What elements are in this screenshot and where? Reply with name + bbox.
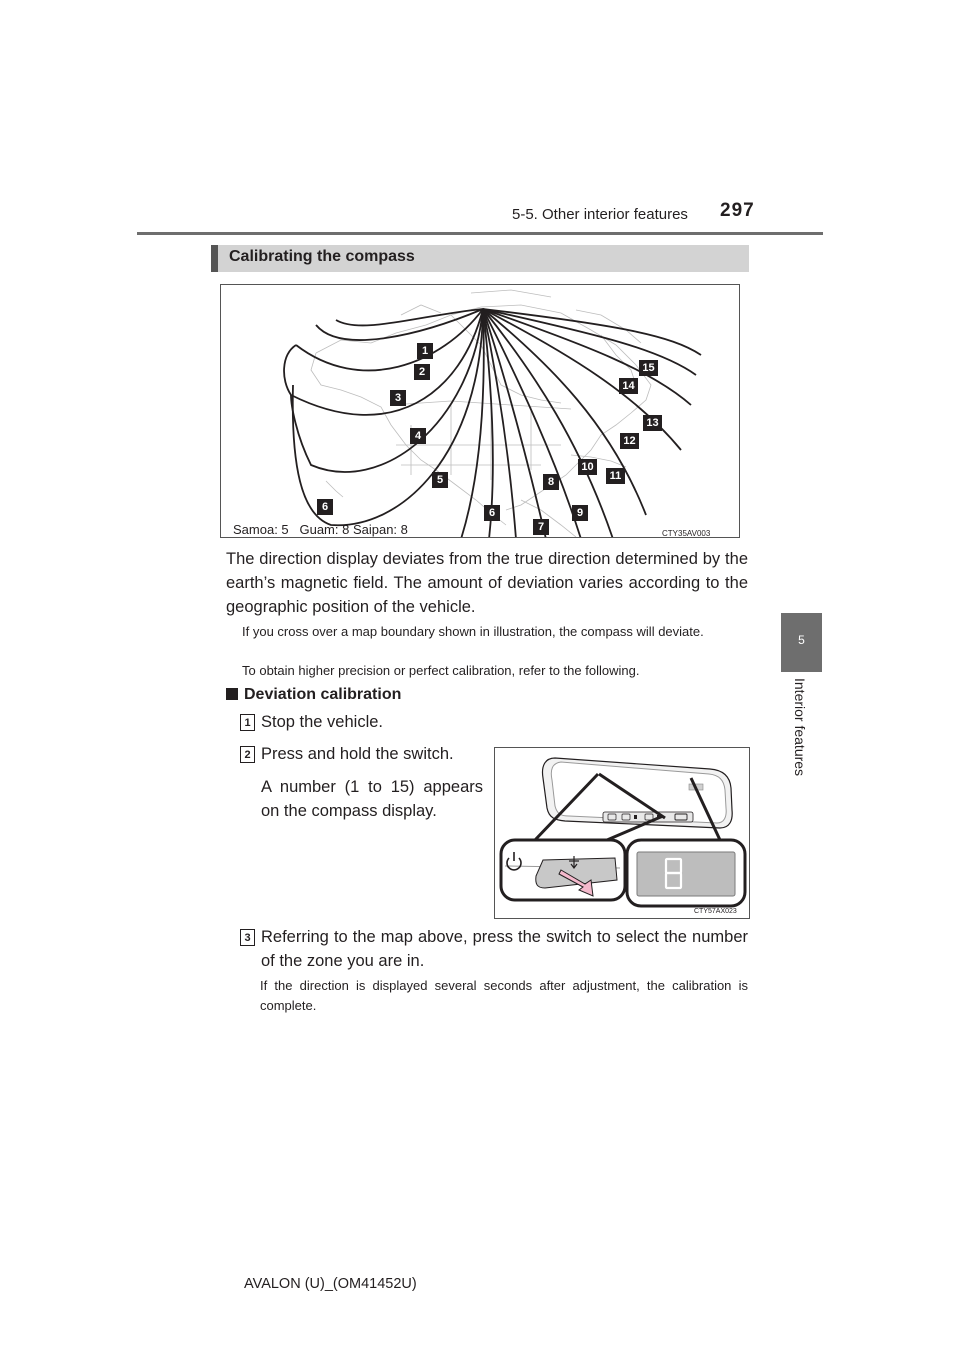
zone-label: 12 [620, 433, 639, 449]
zone-label: 11 [606, 468, 625, 484]
subheading [226, 686, 401, 704]
zone-map-svg [221, 285, 740, 538]
zone-label: 13 [643, 415, 662, 431]
zone-label: 10 [578, 459, 597, 475]
photo-figure-code: CTY57AX023 [694, 908, 737, 915]
step-number: 1 [240, 714, 255, 731]
chapter-tab: 5 [781, 613, 822, 672]
zone-label: 8 [543, 474, 559, 490]
zone-label: 9 [572, 505, 588, 521]
zone-label: 15 [639, 360, 658, 376]
section-title-bar [211, 245, 749, 272]
compass-zone-map [220, 284, 740, 538]
map-caption: Samoa: 5 Guam: 8 Saipan: 8 [233, 522, 408, 537]
zone-label: 4 [410, 428, 426, 444]
bullet-square-icon [226, 688, 238, 700]
zone-label: 5 [432, 472, 448, 488]
section-title: Calibrating the compass [229, 248, 415, 265]
page-number: 297 [720, 200, 755, 221]
step-text: Stop the vehicle. [261, 713, 383, 731]
chapter-label: Interior features [792, 678, 808, 777]
intro-paragraph: The direction display deviates from the true direction determined by the earth’s magnetic field. The amount of deviation varies according to the geographic position of the vehicle. [226, 550, 748, 616]
zone-label: 2 [414, 364, 430, 380]
step-note: If the direction is displayed several seconds after adjustment, the calibration is complete. [260, 978, 748, 1013]
step-detail: A number (1 to 15) appears on the compass display. [261, 778, 483, 820]
subheading-text: Deviation calibration [244, 686, 402, 703]
step-number: 3 [240, 929, 255, 946]
mirror-switch-illustration [494, 747, 750, 919]
header-rule [137, 232, 823, 235]
zone-label: 7 [533, 519, 549, 535]
header-section-title: 5-5. Other interior features [512, 206, 688, 223]
step-text: Press and hold the switch. [261, 745, 454, 763]
zone-boundary-lines [284, 309, 701, 538]
map-figure-code: CTY35AV003 [662, 529, 711, 538]
note-precision: To obtain higher precision or perfect calibration, refer to the following. [242, 663, 640, 678]
zone-label: 6 [484, 505, 500, 521]
step-number: 2 [240, 746, 255, 763]
zone-label: 14 [619, 378, 638, 394]
footer-model-code: AVALON (U)_(OM41452U) [244, 1276, 417, 1292]
zone-label: 3 [390, 390, 406, 406]
mirror-svg [495, 748, 750, 919]
step-text: Referring to the map above, press the switch to select the number of the zone you are in. [261, 928, 748, 970]
note-map-boundary: If you cross over a map boundary shown in illustration, the compass will deviate. [242, 624, 704, 639]
zone-label: 1 [417, 343, 433, 359]
chapter-label-wrap [792, 678, 808, 808]
zone-label: 6 [317, 499, 333, 515]
